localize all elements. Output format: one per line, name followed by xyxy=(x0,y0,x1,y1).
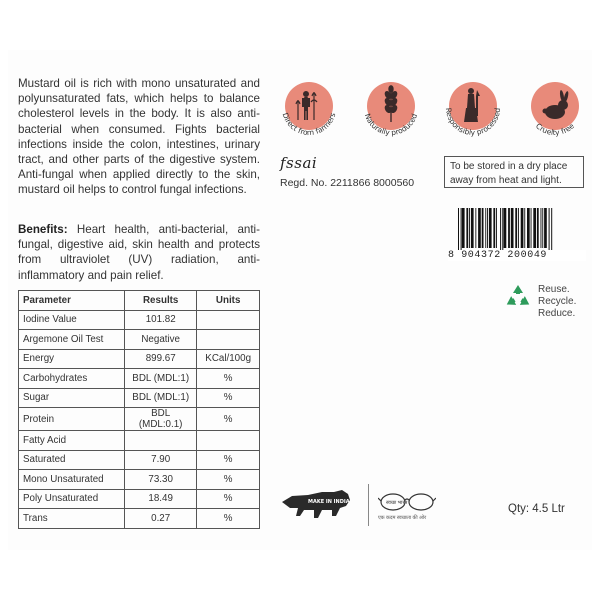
cell-unit: % xyxy=(197,470,260,490)
cell-result: BDL (MDL:1) xyxy=(125,388,197,408)
cell-parameter: Sugar xyxy=(19,388,125,408)
make-in-india-text: MAKE IN INDIA xyxy=(308,499,350,505)
svg-text:Cruelty free xyxy=(534,121,576,137)
cell-unit: % xyxy=(197,408,260,431)
header-units: Units xyxy=(197,291,260,311)
badge-direct-from-farmers xyxy=(276,78,342,148)
cell-result: 73.30 xyxy=(125,470,197,490)
svg-text:Responsibly processed xyxy=(444,107,502,137)
barcode-bar xyxy=(549,208,550,254)
badge-cruelty-free xyxy=(522,78,588,148)
swachh-caption: एक कदम स्वच्छता की ओर xyxy=(378,515,427,521)
cell-unit xyxy=(197,310,260,330)
cell-unit: % xyxy=(197,509,260,529)
badge-naturally-produced xyxy=(358,78,424,148)
badge-responsibly-processed xyxy=(440,78,506,148)
table-row xyxy=(19,330,260,350)
barcode-bar xyxy=(462,208,465,248)
cell-unit xyxy=(197,431,260,451)
benefits-text: Heart health, anti-bacterial, anti-fungal, digestive aid, skin health and protects from ultraviolet (UV) radiation, anti-inflammatory and pain relief. xyxy=(18,223,260,282)
benefits-heading: Benefits: xyxy=(18,223,68,236)
barcode-bar xyxy=(524,208,525,248)
cell-parameter: Mono Unsaturated xyxy=(19,470,125,490)
cell-parameter: Protein xyxy=(19,408,125,431)
cell-parameter: Iodine Value xyxy=(19,310,125,330)
cell-result: 899.67 xyxy=(125,349,197,369)
barcode-bar xyxy=(502,208,503,254)
recycle-line: Reuse. xyxy=(538,284,570,295)
cell-parameter: Poly Unsaturated xyxy=(19,489,125,509)
table-row xyxy=(19,470,260,490)
header-parameter: Parameter xyxy=(19,291,125,311)
barcode-bar xyxy=(508,208,510,248)
barcode-bar xyxy=(487,208,488,248)
barcode-bar xyxy=(485,208,486,248)
barcode-bar xyxy=(482,208,484,248)
barcode-bar xyxy=(515,208,517,248)
recycle-icon xyxy=(503,282,533,312)
header-results: Results xyxy=(125,291,197,311)
cell-parameter: Saturated xyxy=(19,450,125,470)
table-header-row xyxy=(19,291,260,311)
logo-divider xyxy=(368,484,369,526)
barcode-bar xyxy=(489,208,492,248)
barcode-bar xyxy=(461,208,462,254)
cell-result xyxy=(125,431,197,451)
make-in-india-logo xyxy=(278,486,358,522)
svg-text:Naturally produced xyxy=(363,112,419,137)
cell-parameter: Fatty Acid xyxy=(19,431,125,451)
table-row xyxy=(19,369,260,389)
cell-result: BDL (MDL:1) xyxy=(125,369,197,389)
table-row xyxy=(19,450,260,470)
fssai-logo: fssai xyxy=(280,154,318,172)
badge-label: Responsibly processed xyxy=(443,107,503,138)
recycle-text xyxy=(538,284,576,320)
cell-result: 101.82 xyxy=(125,310,197,330)
cell-parameter: Argemone Oil Test xyxy=(19,330,125,350)
cell-result: 7.90 xyxy=(125,450,197,470)
table-row xyxy=(19,408,260,431)
barcode-bar xyxy=(493,208,495,248)
barcode-bar xyxy=(531,208,532,248)
barcode-bar xyxy=(527,208,530,248)
cell-result: BDL (MDL:0.1) xyxy=(125,408,197,431)
cell-result: 0.27 xyxy=(125,509,197,529)
badge-label: Naturally produced xyxy=(362,112,420,138)
table-row xyxy=(19,349,260,369)
cell-unit: % xyxy=(197,369,260,389)
barcode-bar xyxy=(511,208,514,248)
barcode-bar xyxy=(500,208,501,254)
feature-badges xyxy=(276,78,596,148)
table-row xyxy=(19,489,260,509)
cell-parameter: Trans xyxy=(19,509,125,529)
cell-result: Negative xyxy=(125,330,197,350)
barcode-bar xyxy=(466,208,468,248)
registration-number: Regd. No. 2211866 8000560 xyxy=(280,177,415,189)
barcode-bar xyxy=(504,208,507,248)
barcode-bar xyxy=(542,208,543,248)
barcode-bar xyxy=(537,208,539,248)
barcode-bar xyxy=(469,208,470,248)
svg-text:Direct from farmers xyxy=(281,112,338,138)
barcode-bar xyxy=(475,208,476,248)
barcode-bar xyxy=(541,208,542,248)
badge-label: Cruelty free xyxy=(533,121,577,138)
barcode-bar xyxy=(518,208,519,248)
cell-unit: KCal/100g xyxy=(197,349,260,369)
barcode-bar xyxy=(544,208,547,248)
cell-unit: % xyxy=(197,450,260,470)
quantity-label: Qty: 4.5 Ltr xyxy=(508,503,565,515)
cell-unit: % xyxy=(197,489,260,509)
benefits-paragraph xyxy=(18,222,260,283)
barcode-bar xyxy=(533,208,536,248)
barcode-bar xyxy=(458,208,459,254)
swachh-text-left: स्वच्छ भारत xyxy=(386,500,408,506)
storage-instructions: To be stored in a dry place away from heat and light. xyxy=(444,156,584,188)
cell-unit: % xyxy=(197,388,260,408)
table-row xyxy=(19,310,260,330)
table-row xyxy=(19,509,260,529)
table-row xyxy=(19,388,260,408)
barcode-number: 8 904372 200049 xyxy=(448,250,586,261)
barcode-bar xyxy=(551,208,552,254)
cell-result: 18.49 xyxy=(125,489,197,509)
barcode-bar xyxy=(496,208,497,248)
barcode-bar xyxy=(471,208,474,248)
barcode-bar xyxy=(478,208,481,248)
barcode-bar xyxy=(521,208,524,248)
cell-parameter: Energy xyxy=(19,349,125,369)
recycle-line: Reduce. xyxy=(538,308,576,319)
badge-label: Direct from farmers xyxy=(280,111,338,138)
intro-paragraph: Mustard oil is rich with mono unsaturated and polyunsaturated fats, which helps to balance cholesterol levels in the body. It is also anti-bacterial when consumed. Fights bacterial infections inside the colon, intestines, urinary tract, and other parts of the digestive system. Anti-fungal when applied directly to the skin, mustard oil helps to control fungal infections. xyxy=(18,77,260,197)
cell-parameter: Carbohydrates xyxy=(19,369,125,389)
table-row xyxy=(19,431,260,451)
nutrition-table xyxy=(18,290,260,529)
cell-unit xyxy=(197,330,260,350)
recycle-line: Recycle. xyxy=(538,296,577,307)
